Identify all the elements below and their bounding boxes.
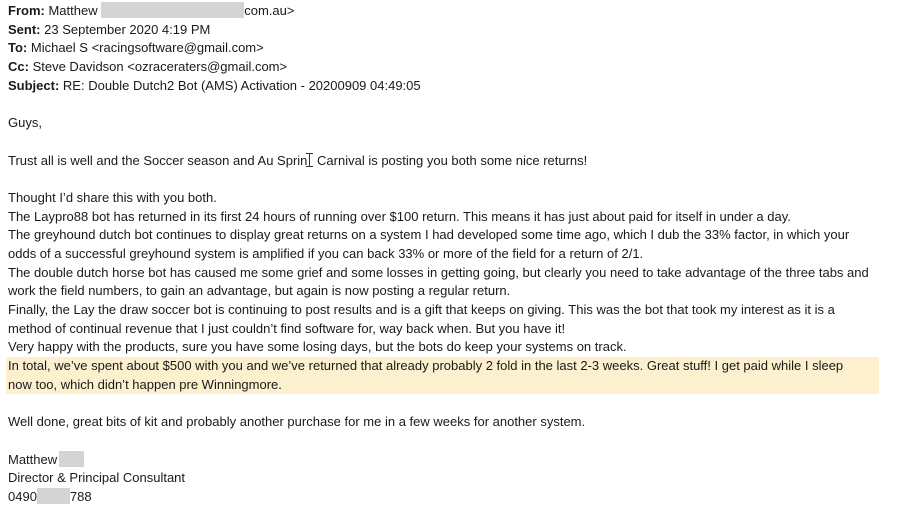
redacted-block	[59, 451, 84, 467]
highlighted-paragraph	[6, 357, 879, 394]
signature-title: Director & Principal Consultant	[8, 470, 186, 486]
email-message	[8, 2, 893, 507]
body-line: Finally, the Lay the draw soccer bot is continuing to post results and is a gift that keeps on giving. This was the bot that took my interest as it is a	[8, 302, 835, 317]
body-line: The greyhound dutch bot continues to display great returns on a system I had developed some time ago, which I dub the 33% factor, in which your	[8, 227, 850, 243]
to-row	[8, 39, 893, 58]
body-line: Very happy with the products, sure you have some losing days, but the bots do keep your systems on track.	[8, 339, 627, 355]
sent-value: 23 September 2020 4:19 PM	[44, 21, 211, 37]
subject-row	[8, 77, 893, 96]
cc-value: Steve Davidson <ozraceraters@gmail.com>	[32, 59, 288, 75]
cc-row	[8, 58, 893, 77]
subject-label: Subject:	[8, 77, 60, 93]
highlighted-line: now too, which didn’t happen pre Winningmore.	[8, 376, 282, 392]
sent-row	[8, 21, 893, 40]
body-line: The Laypro88 bot has returned in its first 24 hours of running over $100 return. This means it has just about paid for itself in under a day.	[8, 208, 791, 224]
from-label: From:	[8, 3, 45, 18]
body-line: work the field numbers, to gain an advantage, but again is now posting a regular return.	[8, 283, 511, 299]
text-cursor-icon	[306, 153, 314, 167]
redacted-block	[101, 2, 244, 18]
from-value-start: Matthew	[48, 3, 98, 18]
sent-label: Sent:	[8, 21, 41, 37]
cc-label: Cc:	[8, 59, 29, 75]
from-row	[8, 2, 893, 21]
to-label: To:	[8, 40, 28, 56]
body-line: method of continual revenue that I just couldn’t find software for, way back when. But you have it!	[8, 320, 566, 336]
body-line: odds of a successful greyhound system is amplified if you can back 33% or more of the field for a return of 2/1.	[8, 245, 644, 261]
body-line: Thought I’d share this with you both.	[8, 189, 217, 205]
body-paragraph-intro: Trust all is well and the Soccer season and Au Sprin Carnival is posting you both some nice returns!	[8, 152, 588, 168]
signature-name: Matthew	[8, 451, 893, 470]
from-value-end: com.au>	[244, 3, 295, 18]
highlighted-line: In total, we’ve spent about $500 with you and we’ve returned that already probably 2 fold in the last 2-3 weeks. Great stuff! I get paid while I sleep	[8, 358, 844, 374]
subject-value: RE: Double Dutch2 Bot (AMS) Activation - 20200909 04:49:05	[62, 77, 421, 93]
redacted-block	[37, 488, 70, 504]
greeting: Guys,	[8, 115, 42, 131]
closing-line: Well done, great bits of kit and probably another purchase for me in a few weeks for another system.	[8, 414, 586, 430]
body-line: The double dutch horse bot has caused me some grief and some losses in getting going, but clearly you need to take advantage of the three tabs and	[8, 264, 869, 280]
to-value: Michael S <racingsoftware@gmail.com>	[30, 40, 264, 56]
signature-phone: 0490 788	[8, 488, 92, 504]
